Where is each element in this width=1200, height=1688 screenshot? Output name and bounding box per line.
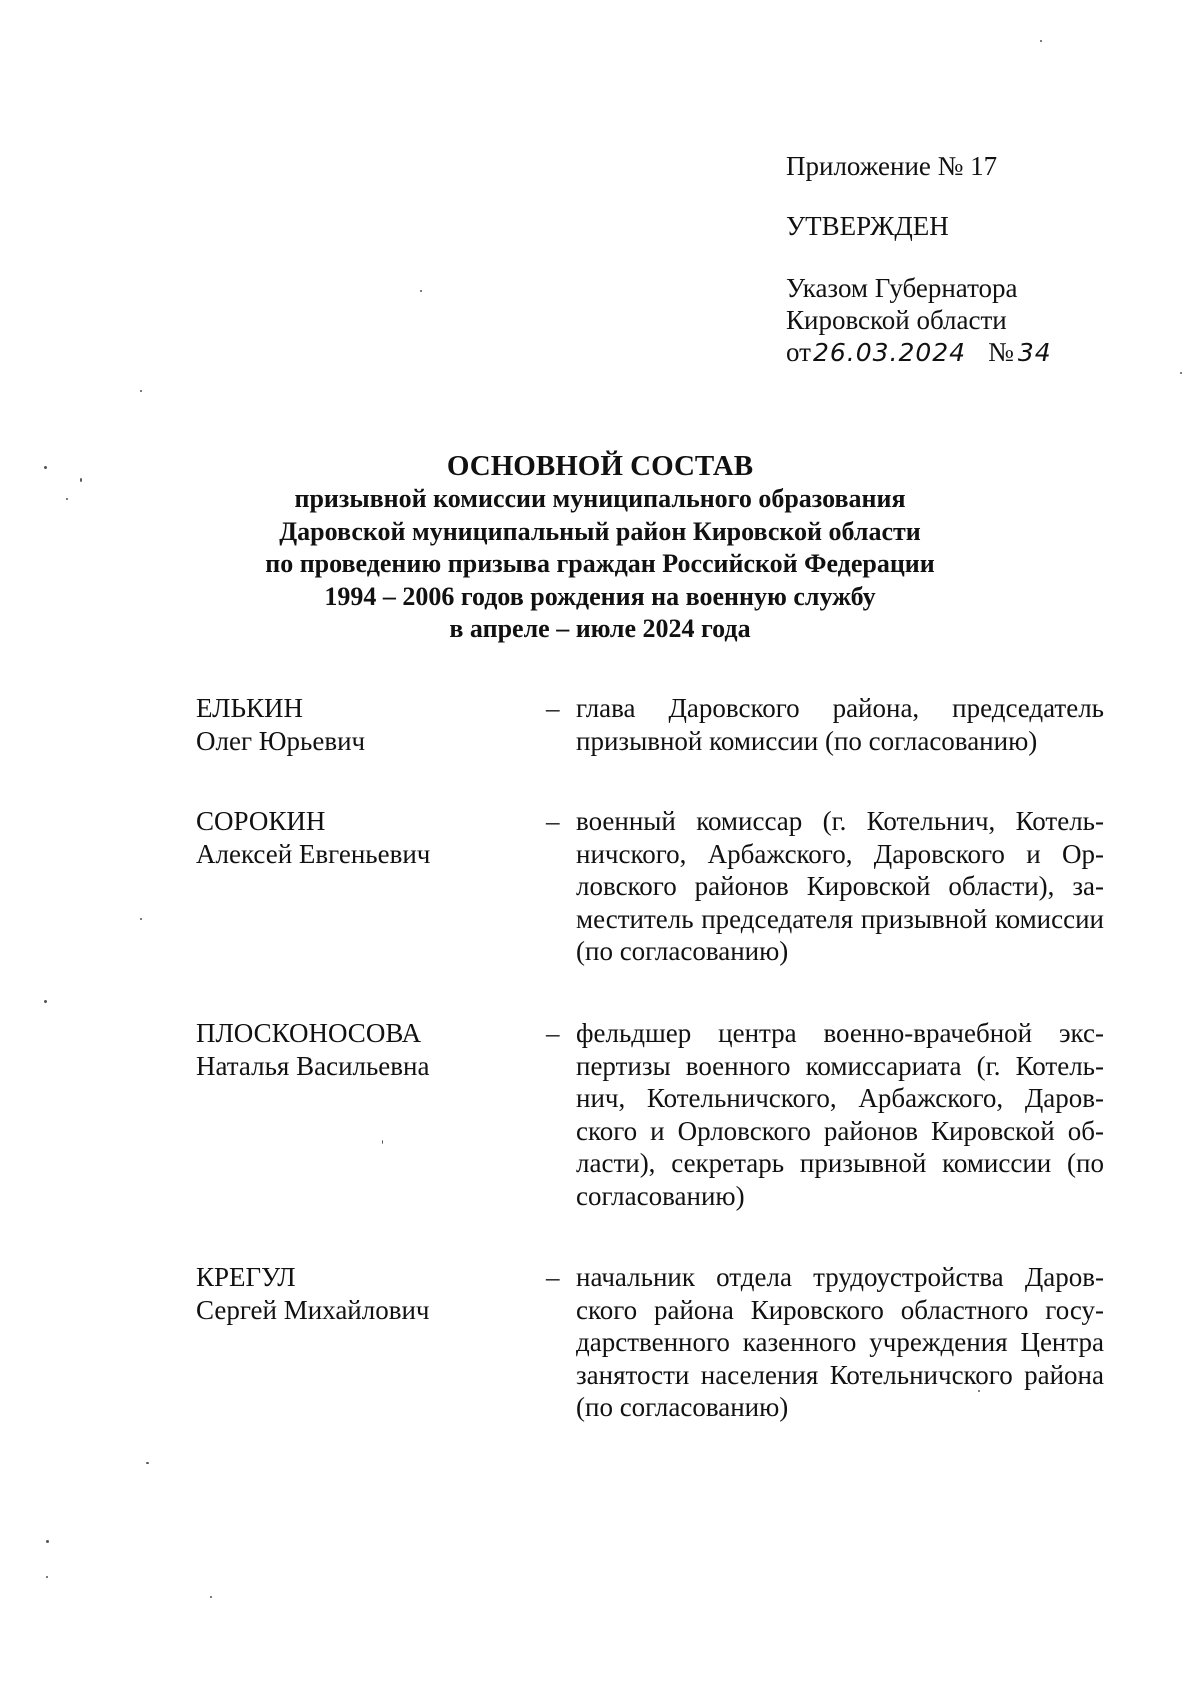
member-name bbox=[196, 1017, 536, 1082]
member-given-names: Наталья Васильевна bbox=[196, 1050, 430, 1081]
member-given-names: Алексей Евгеньевич bbox=[196, 838, 431, 869]
member-name bbox=[196, 692, 536, 757]
document-title bbox=[180, 449, 1020, 646]
scan-speck bbox=[1180, 372, 1182, 374]
title-line-5: в апреле – июле 2024 года bbox=[449, 614, 751, 643]
title-line-2: Даровской муниципальный район Кировской области bbox=[279, 516, 921, 546]
scan-speck bbox=[382, 1140, 383, 1144]
member-role: начальник отдела трудоустройства Даровского района Кировского областного государственного казенного учреждения Центра занятости населения Котельничского района (по согласованию) bbox=[576, 1262, 1104, 1422]
date-prefix: от bbox=[786, 337, 811, 367]
member-dash: – bbox=[546, 806, 560, 836]
scan-speck bbox=[210, 1596, 212, 1598]
title-line-4: 1994 – 2006 годов рождения на военную службу bbox=[324, 581, 876, 611]
member-dash: – bbox=[546, 1018, 560, 1048]
scan-speck bbox=[44, 466, 47, 469]
scan-speck bbox=[46, 1576, 48, 1578]
title-main: ОСНОВНОЙ СОСТАВ bbox=[446, 450, 754, 482]
appendix-number: Приложение № 17 bbox=[786, 151, 998, 181]
scan-speck bbox=[80, 478, 82, 482]
member-given-names: Сергей Михайлович bbox=[196, 1294, 430, 1325]
approved-label: УТВЕРЖДЕН bbox=[786, 211, 949, 241]
decree-date-line bbox=[786, 336, 1146, 369]
member-name bbox=[196, 1261, 536, 1326]
scan-speck bbox=[978, 1390, 980, 1392]
scan-speck bbox=[46, 1540, 49, 1543]
handwritten-date: 26.03.2024 bbox=[812, 338, 967, 367]
scan-speck bbox=[1040, 40, 1042, 42]
member-surname: КРЕГУЛ bbox=[196, 1262, 296, 1292]
scan-speck bbox=[140, 390, 142, 392]
decree-line-2: Кировской области bbox=[786, 305, 1007, 335]
number-sign: № bbox=[988, 337, 1014, 367]
title-line-1: призывной комиссии муниципального образования bbox=[294, 484, 906, 513]
member-role: фельдшер центра военно-врачебной экспертизы военного комиссариата (г. Котельнич, Котельничского, Арбажского, Даровского и Орловского районов Кировской области), секретарь призывной комиссии (по согласованию) bbox=[576, 1018, 1104, 1211]
scan-speck bbox=[146, 1462, 149, 1464]
member-given-names: Олег Юрьевич bbox=[196, 725, 366, 756]
member-surname: ЕЛЬКИН bbox=[196, 693, 303, 723]
scan-speck bbox=[66, 498, 68, 500]
approval-stamp bbox=[786, 150, 1146, 369]
decree-line-1: Указом Губернатора bbox=[786, 273, 1018, 303]
member-name bbox=[196, 805, 536, 870]
member-role: глава Даровского района, председатель призывной комиссии (по согласованию) bbox=[576, 693, 1104, 756]
member-dash: – bbox=[546, 1262, 560, 1292]
handwritten-number: 34 bbox=[1017, 338, 1052, 367]
member-role: военный комиссар (г. Котельнич, Котельничского, Арбажского, Даровского и Орловского районов Кировской области), заместитель председателя призывной комиссии (по согласованию) bbox=[576, 806, 1104, 966]
title-line-3: по проведению призыва граждан Российской Федерации bbox=[265, 549, 935, 578]
member-surname: ПЛОСКОНОСОВА bbox=[196, 1018, 422, 1048]
scan-speck bbox=[140, 918, 142, 920]
scan-speck bbox=[420, 290, 422, 292]
member-dash: – bbox=[546, 693, 560, 723]
scan-speck bbox=[44, 1000, 47, 1003]
member-surname: СОРОКИН bbox=[196, 806, 326, 836]
